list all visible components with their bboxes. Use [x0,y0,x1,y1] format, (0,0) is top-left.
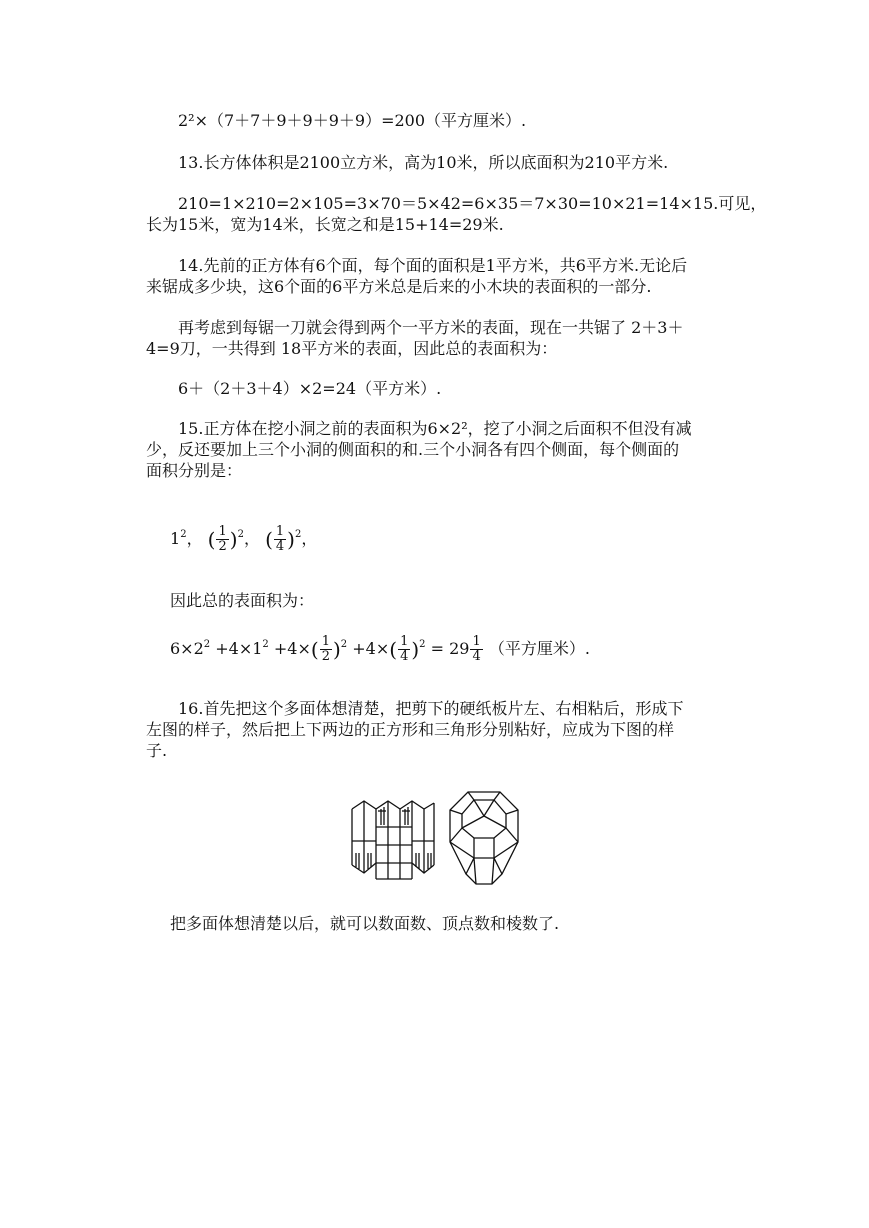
problem-13: 13.长方体体积是2100立方米，高为10米，所以底面积为210平方米. [178,153,669,172]
problem-15-line1: 15.正方体在挖小洞之前的表面积为6×2²，挖了小洞之后面积不但没有减 [178,419,692,438]
polyhedron-figure [446,788,522,888]
problem-16-line2: 左图的样子，然后把上下两边的正方形和三角形分别粘好，应成为下图的样 [146,720,675,739]
line-surface-area-sum: 2²×（7＋7＋9＋9＋9＋9）=200（平方厘米）. [178,111,527,130]
fraction-one-half: $\frac{1}{2}$ [218,524,227,554]
fraction-one-quarter: $\frac{1}{4}$ [275,524,285,554]
fraction-one-half: $\frac{1}{2}$ [321,634,330,664]
total-area-formula: $6\times 2^2 +4\times 1^2 +4\times$( $\frac{1}{2}$ )$^2$ +4×( $\frac{1}{4}$ )$^2$ = 29 $\frac{1}{4}$ （平方厘米）. [170,634,590,664]
problem-15-line2: 少，反还要加上三个小洞的侧面积的和.三个小洞各有四个侧面，每个侧面的 [146,440,680,459]
problem-14-cuts-line2: 4=9刀，一共得到 18平方米的表面，因此总的表面积为： [146,339,558,358]
problem-16-line1: 16.首先把这个多面体想清楚，把剪下的硬纸板片左、右相粘后，形成下 [178,699,684,718]
problem-14-line1: 14.先前的正方体有6个面，每个面的面积是1平方米，共6平方米.无论后 [178,256,688,275]
problem-13-factorization: 210=1×210=2×105=3×70＝5×42=6×35＝7×30=10×21=14×15.可见， [178,194,767,213]
problem-14-cuts-line1: 再考虑到每锯一刀就会得到两个一平方米的表面，现在一共锯了 2＋3＋ [178,318,684,337]
problem-15-line3: 面积分别是： [146,461,243,480]
fraction-one-quarter: $\frac{1}{4}$ [400,634,409,664]
problem-16-line3: 子. [146,741,168,760]
net-folded-figure [348,795,438,885]
mixed-fraction-part: $\frac{1}{4}$ [472,634,481,664]
problem-15-total-label: 因此总的表面积为： [170,591,315,610]
problem-13-conclusion: 长为15米，宽为14米，长宽之和是15+14=29米. [146,215,504,234]
closing-remark: 把多面体想清楚以后，就可以数面数、顶点数和棱数了. [170,914,560,933]
problem-14-result: 6＋（2＋3＋4）×2=24（平方米）. [178,379,442,398]
problem-14-line2: 来锯成多少块，这6个面的6平方米总是后来的小木块的表面积的一部分. [146,277,652,296]
side-areas-formula: $1^2$， ( $\frac{1}{2}$ )$^2$， ( $\frac{1}{4}$ )$^2$， [170,524,318,554]
